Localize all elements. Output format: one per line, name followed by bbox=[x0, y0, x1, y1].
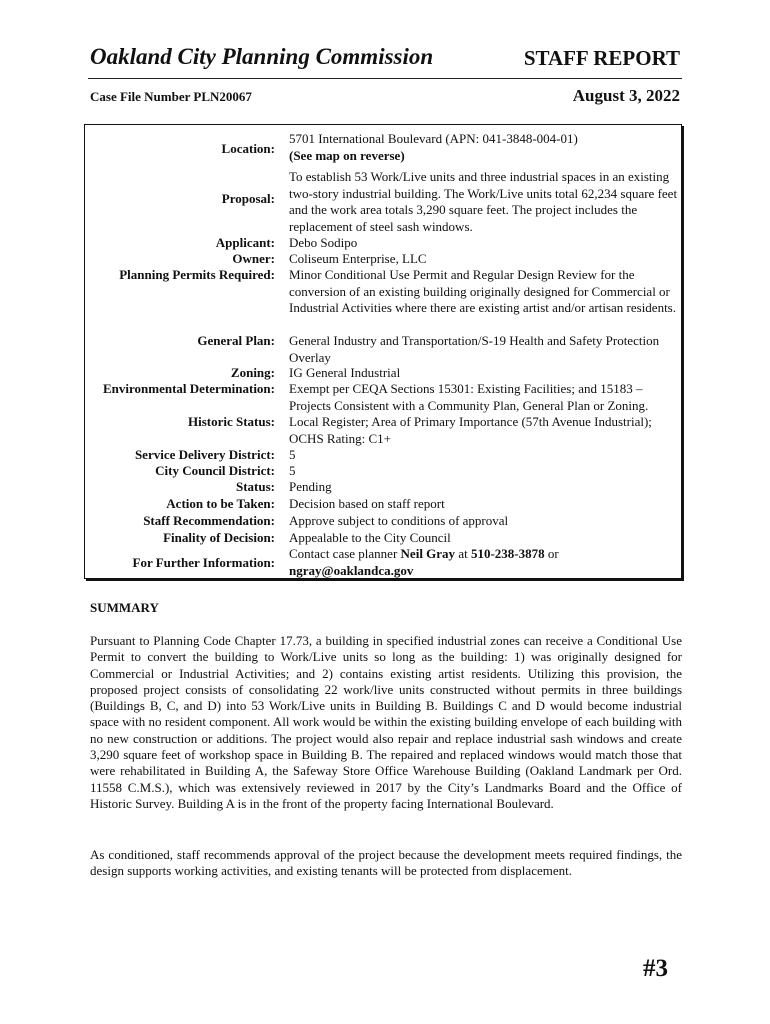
proposal-label: Proposal: bbox=[221, 191, 275, 206]
applicant-label: Applicant: bbox=[215, 235, 275, 250]
council-district-label: City Council District: bbox=[155, 463, 275, 478]
report-title: STAFF REPORT bbox=[523, 46, 680, 70]
proposal-value: To establish 53 Work/Live units and three industrial spaces in an existing two-story industrial building. The Work/Live units total 62,234 square feet and the work area totals 3,290 square feet. The project includes the replacement of steel sash windows. bbox=[289, 169, 678, 234]
action-label: Action to be Taken: bbox=[166, 496, 275, 511]
historic-value: Local Register; Area of Primary Importance (57th Avenue Industrial); OCHS Rating: C1+ bbox=[289, 414, 652, 446]
service-district-value: 5 bbox=[289, 447, 296, 462]
zoning-value: IG General Industrial bbox=[289, 365, 401, 380]
report-date: August 3, 2022 bbox=[572, 86, 680, 105]
permits-label: Planning Permits Required: bbox=[119, 267, 275, 282]
contact-at: at bbox=[458, 546, 468, 561]
info-table bbox=[84, 124, 682, 579]
status-label: Status: bbox=[235, 479, 275, 494]
zoning-label: Zoning: bbox=[230, 365, 275, 380]
applicant-value: Debo Sodipo bbox=[289, 235, 358, 250]
environmental-label: Environmental Determination: bbox=[103, 381, 275, 396]
recommendation-label: Staff Recommendation: bbox=[143, 513, 275, 528]
planner-name: Neil Gray bbox=[400, 546, 456, 561]
contact-prefix: Contact case planner bbox=[289, 546, 398, 561]
service-district-label: Service Delivery District: bbox=[134, 447, 275, 462]
summary-paragraph-1: Pursuant to Planning Code Chapter 17.73, a building in specified industrial zones can receive a Conditional Use Permit to convert the building to Work/Live units so long as the building: 1) was originally designed for Commercial or Industrial Activities; and 2) contains existing artist residents. Utilizing this provision, the proposed project consists of consolidating 22 work/live units constructed without permits in three buildings (Buildings B, C, and D) into 53 Work/Live units in Building B. Buildings C and D would become industrial space with no resident component. All work would be within the existing building envelope of each building with no new construction or additions. The project would also repair and replace industrial sash windows and create 3,290 square feet of workshop space in Building B. The repaired and replaced windows would match those that were rehabilitated in Building A, the Safeway Store Office Warehouse Building (Oakland Landmark per Ord. 11558 C.M.S.), which was extensively reviewed in 2017 by the City’s Landmarks Board and the Office of Historic Survey. Building A is in the front of the property facing International Boulevard. bbox=[90, 633, 682, 811]
location-value bbox=[289, 131, 681, 164]
further-info-label: For Further Information: bbox=[132, 555, 275, 570]
contact-or: or bbox=[547, 546, 559, 561]
environmental-value: Exempt per CEQA Sections 15301: Existing Facilities; and 15183 – Projects Consistent with a Community Plan, General Plan or Zoning. bbox=[289, 381, 649, 413]
location-map-note: (See map on reverse) bbox=[289, 147, 405, 163]
header-rule bbox=[88, 78, 682, 79]
general-plan-value: General Industry and Transportation/S-19 Health and Safety Protection Overlay bbox=[289, 333, 660, 365]
report-organization: Oakland City Planning Commission bbox=[90, 44, 434, 69]
owner-value: Coliseum Enterprise, LLC bbox=[289, 251, 427, 266]
further-info-value bbox=[289, 546, 681, 579]
general-plan-label: General Plan: bbox=[197, 333, 275, 348]
finality-label: Finality of Decision: bbox=[163, 530, 275, 545]
status-value: Pending bbox=[289, 479, 332, 494]
recommendation-value: Approve subject to conditions of approval bbox=[289, 513, 509, 528]
owner-label: Owner: bbox=[232, 251, 275, 266]
planner-phone: 510-238-3878 bbox=[470, 546, 545, 561]
location-label: Location: bbox=[221, 141, 275, 156]
location-address: 5701 International Boulevard (APN: 041-3848-004-01) bbox=[289, 131, 578, 146]
historic-label: Historic Status: bbox=[187, 414, 275, 429]
case-file-number: Case File Number PLN20067 bbox=[90, 89, 252, 104]
council-district-value: 5 bbox=[289, 463, 296, 478]
page-number: #3 bbox=[643, 955, 668, 982]
summary-heading: SUMMARY bbox=[90, 600, 159, 615]
permits-value: Minor Conditional Use Permit and Regular Design Review for the conversion of an existing building originally designed for Commercial or Industrial Activities where there are existing artist and/or artisan residents. bbox=[289, 267, 676, 315]
finality-value: Appealable to the City Council bbox=[289, 530, 451, 545]
action-value: Decision based on staff report bbox=[289, 496, 445, 511]
planner-email: ngray@oaklandca.gov bbox=[289, 562, 414, 578]
summary-paragraph-2: As conditioned, staff recommends approval of the project because the development meets required findings, the design supports working activities, and existing tenants will be protected from displacement. bbox=[90, 847, 682, 879]
